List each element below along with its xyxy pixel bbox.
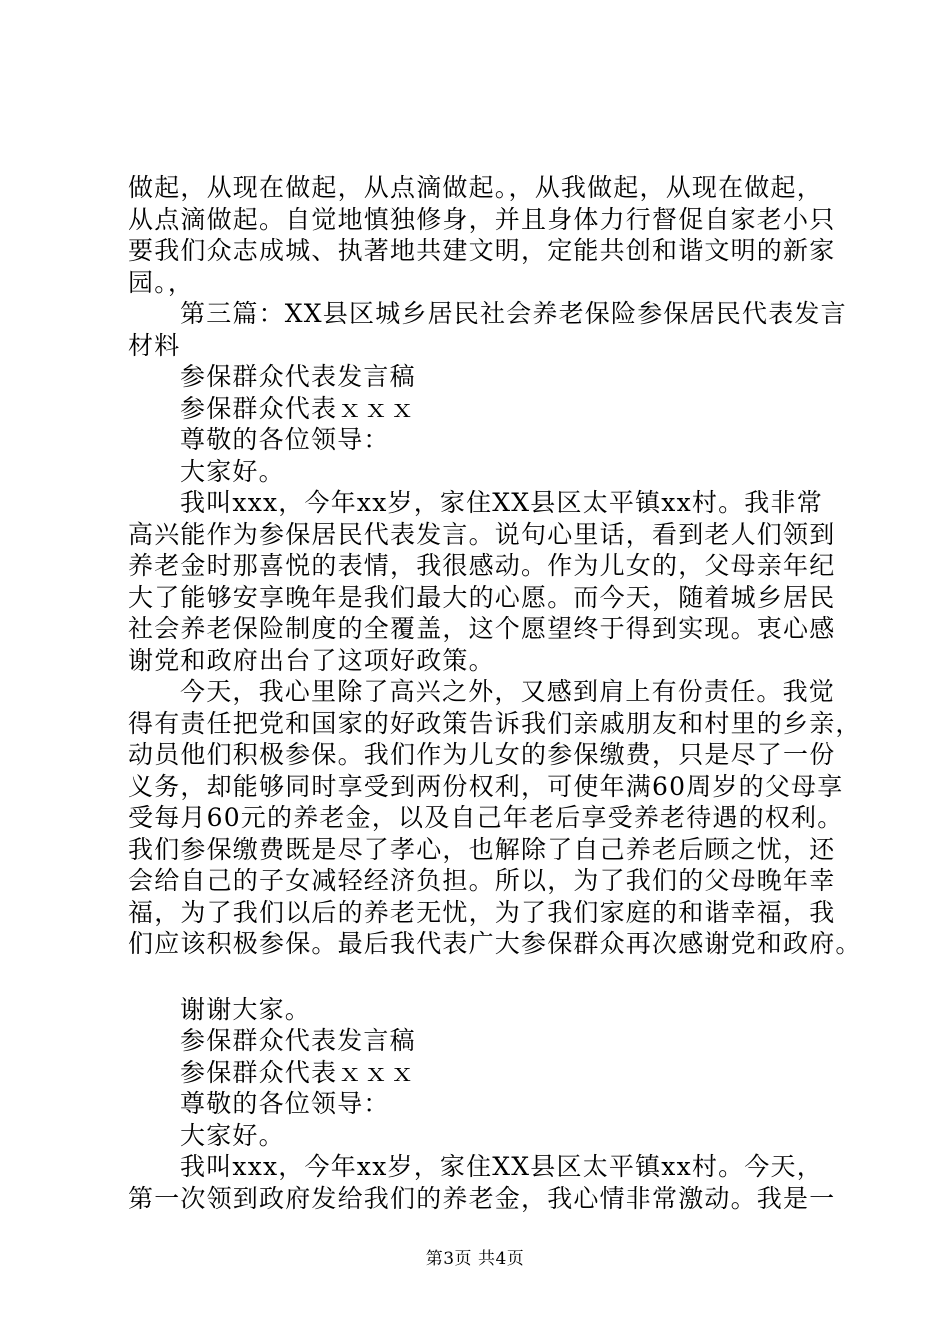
text-line: 高兴能作为参保居民代表发言。说句心里话，看到老人们领到 (128, 519, 836, 549)
text-line: 大家好。 (180, 1120, 285, 1150)
text-line: 养老金时那喜悦的表情，我很感动。作为儿女的，父母亲年纪 (128, 551, 836, 580)
text-line: 受每月60元的养老金，以及自己年老后享受养老待遇的权利。 (128, 803, 844, 832)
text-line: 动员他们积极参保。我们作为儿女的参保缴费，只是尽了一份 (128, 740, 836, 769)
text-line: 谢谢大家。 (180, 994, 312, 1024)
text-line: 社会养老保险制度的全覆盖，这个愿望终于得到实现。衷心感 (128, 614, 836, 643)
text-line: 们应该积极参保。最后我代表广大参保群众再次感谢党和政府。 (128, 929, 862, 958)
text-line: 大了能够安享晚年是我们最大的心愿。而今天，随着城乡居民 (128, 582, 836, 612)
text-line: 得有责任把党和国家的好政策告诉我们亲戚朋友和村里的乡亲， (128, 708, 862, 738)
text-line: 尊敬的各位领导： (180, 1089, 390, 1118)
text-line: 义务，却能够同时享受到两份权利，可使年满60周岁的父母享 (128, 771, 844, 801)
text-line: 做起，从现在做起，从点滴做起。，从我做起，从现在做起， (128, 173, 823, 202)
text-line: 第三篇：XX县区城乡居民社会养老保险参保居民代表发言 (180, 299, 847, 328)
page-footer: 第3页 共4页 (425, 1249, 525, 1269)
text-line: 第一次领到政府发给我们的养老金，我心情非常激动。我是一 (128, 1183, 836, 1213)
text-line: 我们参保缴费既是尽了孝心，也解除了自己养老后顾之忧，还 (128, 834, 836, 864)
text-line: 会给自己的子女减轻经济负担。所以，为了我们的父母晚年幸 (128, 866, 836, 895)
text-line: 参保群众代表ｘｘｘ (180, 1057, 416, 1087)
text-line: 我叫xxx，今年xx岁，家住XX县区太平镇xx村。今天， (180, 1152, 823, 1181)
text-line: 今天，我心里除了高兴之外，又感到肩上有份责任。我觉 (180, 677, 836, 706)
text-line: 福，为了我们以后的养老无忧，为了我们家庭的和谐幸福，我 (128, 897, 836, 927)
text-line: 参保群众代表ｘｘｘ (180, 393, 416, 423)
blank-line (128, 960, 834, 994)
text-line: 要我们众志成城、执著地共建文明，定能共创和谐文明的新家 (128, 236, 836, 265)
text-line: 大家好。 (180, 456, 285, 486)
text-line: 参保群众代表发言稿 (180, 1026, 416, 1055)
document-body (128, 172, 862, 1214)
text-line: 尊敬的各位领导： (180, 425, 390, 454)
text-line: 从点滴做起。自觉地慎独修身，并且身体力行督促自家老小只 (128, 204, 836, 234)
text-line: 谢党和政府出台了这项好政策。 (128, 645, 495, 675)
text-line: 材料 (128, 330, 181, 360)
text-line: 园。， (128, 267, 195, 297)
text-line: 参保群众代表发言稿 (180, 362, 416, 391)
text-line: 我叫xxx，今年xx岁，家住XX县区太平镇xx村。我非常 (180, 488, 823, 517)
